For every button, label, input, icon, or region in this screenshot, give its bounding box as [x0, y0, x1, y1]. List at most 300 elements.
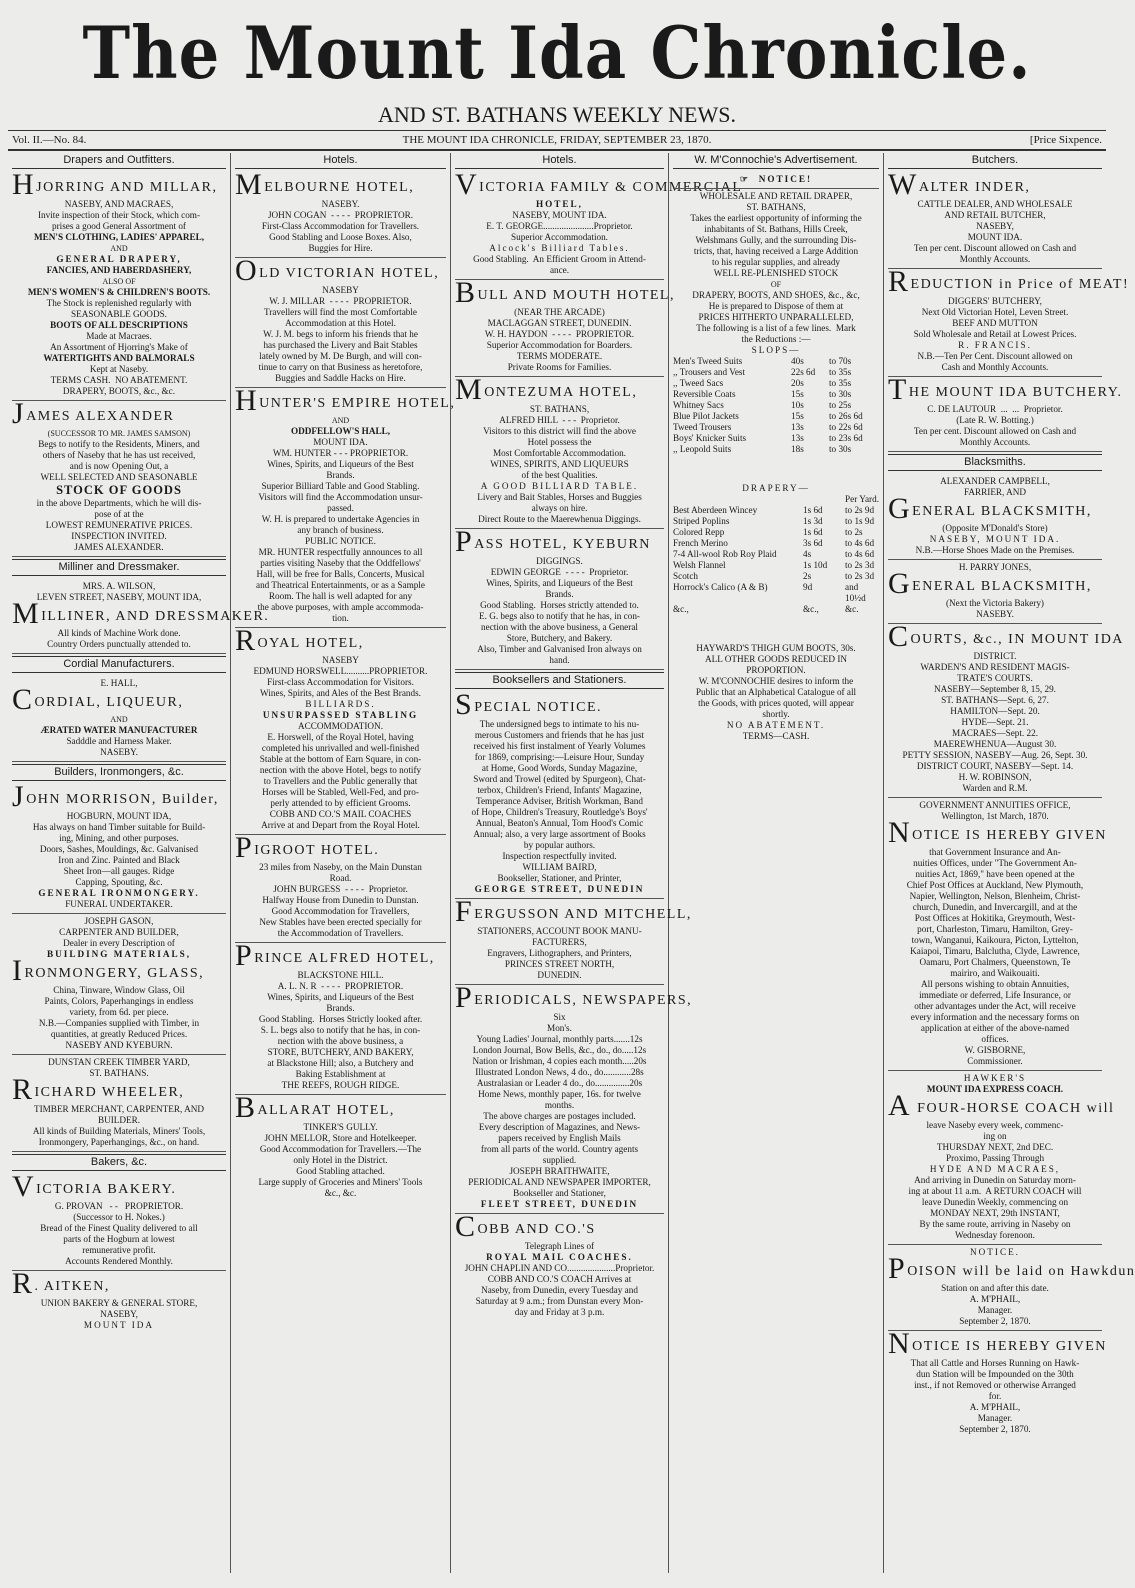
advertisement	[455, 276, 675, 377]
ad-text-line: papers received by English Mails	[498, 1133, 621, 1143]
ad-text-line: NASEBY.	[321, 199, 360, 209]
price-item-name: Welsh Flannel	[673, 560, 726, 570]
ad-text-line: Annual; also, a very large assortment of Books	[473, 829, 646, 839]
ad-text-line: BILLIARDS.	[305, 699, 376, 709]
ad-text-line: Ironmongery, Paperhangings, &c., on hand.	[38, 1137, 200, 1147]
ad-title-text: ULL AND MOUTH HOTEL,	[477, 288, 675, 303]
ad-text-line: NASEBY, MOUNT IDA.	[512, 210, 607, 220]
advertisement	[455, 981, 693, 1214]
ad-title	[455, 373, 664, 406]
ad-text-line: others of Naseby that he has ust received,	[42, 450, 196, 460]
ad-text-line: Good Stabling attached.	[296, 1166, 385, 1176]
ad-title-initial: H	[235, 384, 259, 417]
ad-title	[235, 168, 446, 201]
ad-text-line: (Late R. W. Botting.)	[956, 415, 1034, 425]
ad-text-line: OF	[770, 280, 782, 289]
ad-title-text: ICHARD WHEELER,	[34, 1085, 185, 1100]
ad-text-line: other advantages under the Act, will receive	[914, 1001, 1076, 1011]
ad-title-initial: M	[455, 373, 484, 406]
ad-text-line: Monthly Accounts.	[959, 254, 1031, 264]
ad-title	[888, 1327, 1107, 1360]
ad-text-line: Direct Route to the Maerewhenua Diggings.	[478, 514, 641, 524]
ad-text-line: FACTURERS,	[532, 937, 587, 947]
ad-title	[12, 780, 226, 813]
ad-text-line: nuities Act, 1869," have been opened at the	[915, 869, 1075, 879]
ad-text-line: MOUNT IDA.	[967, 232, 1023, 242]
section-heading: Bakers, &c.	[12, 1154, 226, 1171]
ad-text-line: Saturday at 9 a.m.; from Dunstan every Mon-	[475, 1296, 644, 1306]
ad-text-line: inst., if not Removed or otherwise Arranged	[914, 1380, 1076, 1390]
ad-text-line: TERMS—CASH.	[742, 731, 810, 741]
ad-text-line: quantities, at greatly Reduced Prices.	[50, 1029, 188, 1039]
ad-text-line: UNION BAKERY & GENERAL STORE,	[40, 1298, 198, 1308]
ad-text-line: Accommodation at this Hotel.	[285, 318, 396, 328]
ad-text-line: and is now Opening Out, a	[69, 461, 169, 471]
ad-text-line: MRS. A. WILSON,	[82, 581, 156, 591]
ad-text-line: FUNERAL UNDERTAKER.	[65, 899, 173, 909]
ad-text-line: HAWKER'S	[963, 1073, 1027, 1083]
ad-text-line: New Stables have been erected specially for	[259, 917, 422, 927]
section-heading: Builders, Ironmongers, &c.	[12, 764, 226, 781]
ad-text-line: Ten per cent. Discount allowed on Cash and	[913, 243, 1077, 253]
ad-text-line: leave Naseby every week, commenc-	[926, 1120, 1064, 1130]
ad-title-initial: A	[888, 1089, 912, 1122]
ad-text-line: MACLAGGAN STREET, DUNEDIN.	[487, 318, 632, 328]
price-from: 18s	[791, 444, 804, 454]
ad-text-line: Visitors will find the Accommodation unsur-	[258, 492, 423, 502]
ad-text-line: Oamaru, Port Chalmers, Queenstown, Te	[919, 957, 1071, 967]
ad-text-line: NO ABATEMENT.	[726, 720, 826, 730]
ad-text-line: Wines, Spirits, and Liqueurs of the Best	[267, 459, 414, 469]
price-to: to 2s 3d	[845, 571, 875, 581]
ad-text-line: Country Orders punctually attended to.	[47, 639, 191, 649]
price-from: 15s	[791, 389, 804, 399]
ad-text-line: Good Accommodation for Travellers.—The	[259, 1144, 422, 1154]
ad-text-line: China, Tinware, Window Glass, Oil	[53, 985, 185, 995]
ad-title	[235, 939, 446, 972]
ad-text-line: immediate or deferred, Life Insurance, or	[919, 990, 1071, 1000]
ad-title-text: ENERAL BLACKSMITH,	[912, 504, 1092, 519]
ad-text-line: Baking Establishment at	[295, 1069, 386, 1079]
ad-text-line: nection with the above business, a	[277, 1036, 404, 1046]
ad-title-text: PECIAL NOTICE.	[474, 700, 602, 715]
ad-text-line: HYDE—Sept. 21.	[961, 717, 1029, 727]
ad-title	[455, 688, 664, 721]
ad-text-line: Good Accommodation for Travellers,	[271, 906, 410, 916]
ad-title-text: OURTS, &c., IN MOUNT IDA	[910, 632, 1124, 647]
column-1	[8, 153, 270, 1573]
advertisement	[235, 384, 456, 628]
ad-title	[888, 265, 1130, 298]
ad-text-line: G. PROVAN - - PROPRIETOR.	[54, 1201, 184, 1211]
ad-text-line: Large supply of Groceries and Miners' Tools	[258, 1177, 423, 1187]
ad-text-line: tricts, that, having received a Large Addition	[693, 246, 859, 256]
ad-text-line: by popular authors.	[523, 840, 596, 850]
ad-text-line: ALEXANDER CAMPBELL,	[940, 476, 1050, 486]
ad-text-line: TERMS CASH. NO ABATEMENT.	[50, 375, 188, 385]
ad-title-initial: C	[888, 620, 910, 653]
ad-text-line: CATTLE DEALER, AND WHOLESALE	[917, 199, 1073, 209]
ad-text-line: A. M'PHAIL,	[969, 1294, 1021, 1304]
ad-text-line: Wines, Spirits, and Ales of the Best Brands.	[260, 688, 421, 698]
ad-title	[888, 373, 1123, 406]
advertisement	[888, 168, 1102, 269]
ad-text-line: Store, Butchery, and Bakery.	[506, 633, 613, 643]
ad-text-line: Hall, will be free for Balls, Concerts, Musical	[256, 569, 425, 579]
ad-text-line: STORE, BUTCHERY, AND BAKERY,	[267, 1047, 414, 1057]
price-item-name: Men's Tweed Suits	[673, 356, 743, 366]
price-from: 40s	[791, 356, 804, 366]
ad-text-line: Monthly Accounts.	[959, 437, 1031, 447]
ad-text-line: Horses will be Stabled, Well-Fed, and pro-	[262, 787, 419, 797]
ad-text-line: N.B.—Horse Shoes Made on the Premises.	[915, 545, 1075, 555]
ad-title-initial: R	[12, 1073, 34, 1106]
ad-text-line: terbox, Children's Friend, Infants' Magazine,	[477, 785, 642, 795]
advertisement	[12, 579, 270, 654]
ad-text-line: Home News, monthly paper, 16s. for twelve	[478, 1089, 641, 1099]
ad-text-line: Telegraph Lines of	[524, 1241, 595, 1251]
advertisement	[12, 168, 226, 401]
advertisement	[12, 1267, 226, 1334]
ad-text-line: A GOOD BILLIARD TABLE.	[480, 481, 639, 491]
ad-title	[455, 525, 664, 558]
ad-text-line: ance.	[549, 265, 570, 275]
advertisement	[888, 1327, 1107, 1438]
section-heading: Hotels.	[235, 153, 446, 169]
price-from: 1s 10d	[803, 560, 828, 570]
ad-text-line: MOUNT IDA.	[313, 437, 368, 447]
ad-text-line: All kinds of Building Materials, Miners' Tools,	[32, 1126, 206, 1136]
ad-title	[455, 981, 693, 1014]
ad-text-line: Private Rooms for Families.	[507, 362, 612, 372]
ad-text-line: Visitors to this district will find the above	[483, 426, 636, 436]
ad-title-text: LD VICTORIAN HOTEL,	[259, 266, 440, 281]
ad-text-line: JOHN CHAPLIN AND CO.....................Proprietor.	[464, 1263, 655, 1273]
ad-text-line: ST. BATHANS,	[529, 404, 590, 414]
ad-text-line: Hotel possess the	[527, 437, 592, 447]
advertisement	[235, 624, 446, 835]
ad-text-line: Bookseller, Stationer, and Printer,	[497, 873, 622, 883]
ad-title-text: OHN MORRISON, Builder,	[26, 792, 219, 807]
ad-text-line: Buggies for Hire.	[308, 243, 373, 253]
ad-text-line: Arrive at and Depart from the Royal Hotel.	[261, 820, 420, 830]
ad-text-line: MAEREWHENUA—August 30.	[933, 739, 1057, 749]
price-from: 10s	[791, 400, 804, 410]
ad-title-initial: V	[455, 168, 479, 201]
ad-text-line: Capping, Spouting, &c.	[75, 877, 163, 887]
date-line-text: THE MOUNT IDA CHRONICLE, FRIDAY, SEPTEMBER 23, 1870.	[402, 134, 712, 146]
ad-text-line: Invite inspection of their Stock, which com-	[37, 210, 201, 220]
ad-text-line: N.B.—Ten Per Cent. Discount allowed on	[917, 351, 1073, 361]
ad-text-line: ALSO OF	[102, 277, 136, 286]
ad-text-line: has purchased the Livery and Bait Stables	[263, 340, 418, 350]
ad-text-line: THURSDAY NEXT, 2nd DEC.	[936, 1142, 1054, 1152]
ad-text-line: Sword and Trowel (edited by Spurgeon), Chat-	[473, 774, 646, 784]
section-heading: Milliner and Dressmaker.	[12, 559, 226, 576]
ad-text-line: ing, Mining, and other purposes.	[59, 833, 179, 843]
price-row	[673, 400, 879, 411]
ad-text-line: ST. BATHANS.	[89, 1068, 149, 1078]
ad-text-line: Wines, Spirits, and Liqueurs of the Best	[267, 992, 414, 1002]
ad-title-initial: P	[235, 831, 254, 864]
ad-text-line: Superior Accommodation for Boarders.	[486, 340, 633, 350]
ad-text-line: ST. BATHANS—Sept. 6, 27.	[941, 695, 1049, 705]
ad-text-line: The undersigned begs to intimate to his nu-	[479, 719, 640, 729]
ad-text-line: day and Friday at 3 p.m.	[514, 1307, 605, 1317]
ad-text-line: A. M'PHAIL,	[969, 1402, 1021, 1412]
ad-title-text: OTICE IS HEREBY GIVEN	[912, 828, 1107, 843]
ad-text-line: The above charges are postages included.	[483, 1111, 636, 1121]
ad-text-line: Napier, Wellington, Nelson, Blenheim, Christ-	[909, 891, 1081, 901]
ad-text-line: tinue to carry on that Business as heretofore,	[258, 362, 423, 372]
ad-title-text: UNTER'S EMPIRE HOTEL,	[259, 396, 456, 411]
ad-text-line: Six	[553, 1012, 566, 1022]
advertisement	[455, 373, 664, 529]
ad-text-line: W. M'CONNOCHIE desires to inform the	[698, 676, 854, 686]
ad-text-line: Naseby, from Dunedin, every Tuesday and	[481, 1285, 638, 1295]
ad-text-line: Brands.	[326, 470, 355, 480]
ad-text-line: HAYWARD'S THIGH GUM BOOTS, 30s.	[696, 643, 856, 653]
ad-title	[235, 254, 446, 287]
price-to: to 70s	[829, 356, 852, 366]
ad-text-line: LOWEST REMUNERATIVE PRICES.	[45, 520, 193, 530]
ad-text-line: H. PARRY JONES,	[958, 562, 1032, 572]
ad-title	[12, 168, 226, 201]
ad-text-line: ROYAL MAIL COACHES.	[486, 1252, 633, 1262]
advertisement	[888, 1245, 1135, 1331]
ad-text-line: from all parts of the world. Country agents	[480, 1144, 639, 1154]
ad-text-line: to Travellers and the Public generally that	[263, 776, 418, 786]
price-item-name: Scotch	[673, 571, 699, 581]
masthead-subtitle: AND ST. BATHANS WEEKLY NEWS.	[378, 102, 736, 127]
ad-text-line: Warden and R.M.	[962, 783, 1028, 793]
ad-text-line: WELL SELECTED AND SEASONABLE	[40, 472, 198, 482]
price-to: to 1s 9d	[845, 516, 875, 526]
ad-text-line: town, Wanganui, Kaikoura, Picton, Lyttelton,	[911, 935, 1079, 945]
ad-text-line: N.B.—Companies supplied with Timber, in	[38, 1018, 200, 1028]
ad-title-text: RONMONGERY, GLASS,	[24, 966, 205, 981]
ad-text-line: BEEF AND MUTTON	[952, 318, 1038, 328]
advertisement	[888, 620, 1124, 798]
ad-title-text: ENERAL BLACKSMITH,	[912, 579, 1092, 594]
ad-text-line: Annual, Beaton's Annual, Tom Hood's Comic	[475, 818, 644, 828]
price-to: to 25s	[829, 400, 852, 410]
price-row	[673, 433, 879, 444]
ad-title-text: OISON will be laid on Hawkdun	[907, 1264, 1135, 1279]
price-to: to 30s	[829, 389, 852, 399]
ad-text-line: Welshmans Gully, and the surrounding Dis-	[695, 235, 857, 245]
ad-text-line: Every description of Magazines, and News-	[478, 1122, 641, 1132]
ad-text-line: S. L. begs also to notify that he has, in con-	[260, 1025, 421, 1035]
ad-text-line: completed his unrivalled and well-finished	[261, 743, 420, 753]
ad-text-line: Also, Timber and Galvanised Iron always on	[477, 644, 642, 654]
advertisement	[12, 676, 226, 762]
ad-title-initial: B	[455, 276, 477, 309]
ad-text-line: JOHN COGAN - - - - PROPRIETOR.	[267, 210, 414, 220]
ad-text-line: any branch of business.	[297, 525, 384, 535]
drapery-heading: DRAPERY—	[742, 483, 810, 493]
ad-title	[455, 895, 692, 928]
ad-text-line: variety, from 6d. per piece.	[69, 1007, 169, 1017]
ad-text-line: All persons wishing to obtain Annuities,	[920, 979, 1070, 989]
ad-title-initial: B	[235, 1091, 257, 1124]
price-row	[673, 367, 879, 378]
ad-text-line: to his regular supplies, and already	[711, 257, 841, 267]
price-to: to 23s 6d	[829, 433, 863, 443]
ad-text-line: Good Stabling. Horses strictly attended to.	[480, 600, 639, 610]
column-2	[231, 153, 456, 1573]
price-to: to 2s	[845, 527, 863, 537]
ad-text-line: Iron and Zinc. Painted and Black	[58, 855, 180, 865]
ad-text-line: prises a good General Assortment of	[52, 221, 186, 231]
section-heading: W. M'Connochie's Advertisement.	[673, 153, 879, 169]
ad-text-line: W. H. is prepared to undertake Agencies in	[261, 514, 420, 524]
ad-text-line: BUILDING MATERIALS,	[46, 949, 191, 959]
ad-text-line: C. DE LAUTOUR ... ... Proprietor.	[927, 404, 1063, 414]
ad-text-line: Good Stabling. An Efficient Groom in Attend-	[473, 254, 646, 264]
ad-text-line: HOGBURN, MOUNT IDA,	[66, 811, 172, 821]
ad-title-initial: N	[888, 1327, 912, 1360]
price-item-name: Tweed Trousers	[673, 422, 732, 432]
advertisement	[12, 780, 226, 914]
price-from: 13s	[791, 422, 804, 432]
ad-text-line: PRICES HITHERTO UNPARALLELED,	[698, 312, 854, 322]
ad-text-line: of Hope, Children's Treasury, Routledge's Boys'	[471, 807, 648, 817]
ad-text-line: JOHN BURGESS - - - - Proprietor.	[273, 884, 408, 894]
price-row	[673, 604, 879, 615]
ad-text-line: JAMES ALEXANDER.	[74, 542, 164, 552]
ad-text-line: And arriving in Dunedin on Saturday morn-	[914, 1175, 1076, 1185]
ad-text-line: MEN'S CLOTHING, LADIES' APPAREL,	[33, 232, 205, 242]
ad-text-line: the Reductions :—	[741, 334, 811, 344]
ad-text-line: shortly.	[762, 709, 790, 719]
ad-text-line: pose of at the	[94, 509, 144, 519]
column-4	[669, 153, 884, 1573]
ad-title-text: ILLINER, AND DRESSMAKER.	[41, 609, 270, 624]
ad-text-line: STOCK OF GOODS	[56, 483, 182, 497]
advertisement	[888, 560, 1102, 624]
ad-text-line: Buggies and Saddle Hacks on Hire.	[275, 373, 406, 383]
ad-text-line: WM. HUNTER - - - PROPRIETOR.	[272, 448, 409, 458]
ad-text-line: GENERAL DRAPERY,	[56, 254, 182, 264]
ad-text-line: Alcock's Billiard Tables.	[489, 243, 630, 253]
ad-text-line: Nation or Irishman, 4 copies each month.....20s	[472, 1056, 647, 1066]
ad-title-text: OBB AND CO.'S	[477, 1222, 596, 1237]
advertisement	[673, 189, 879, 745]
price-item-name: Blue Pilot Jackets	[673, 411, 739, 421]
ad-text-line: Manager.	[977, 1305, 1013, 1315]
ad-text-line: NASEBY,	[100, 1309, 138, 1319]
ad-title-initial: P	[888, 1252, 907, 1285]
price-from: 22s 6d	[791, 367, 816, 377]
ad-title	[888, 168, 1102, 201]
price-item-name: Striped Poplins	[673, 516, 730, 526]
ad-text-line: passed.	[327, 503, 354, 513]
ad-title	[235, 831, 446, 864]
price-row	[673, 549, 879, 560]
price-item-name: ,, Tweed Sacs	[673, 378, 724, 388]
ad-text-line: Most Comfortable Accommodation.	[493, 448, 626, 458]
ad-title-text: RINCE ALFRED HOTEL,	[254, 951, 435, 966]
ad-text-line: W. J. MILLAR - - - - PROPRIETOR.	[269, 296, 412, 306]
price-item-name: ,, Trousers and Vest	[673, 367, 746, 377]
ad-text-line: DIGGINGS.	[536, 556, 583, 566]
ad-text-line: remunerative profit.	[82, 1245, 156, 1255]
ad-text-line: always on hire.	[531, 503, 588, 513]
ad-text-line: months.	[544, 1100, 575, 1110]
ad-title-initial: J	[12, 397, 26, 430]
ad-title-text: ERIODICALS, NEWSPAPERS,	[474, 993, 693, 1008]
ad-title-initial: P	[235, 939, 254, 972]
ad-text-line: PETTY SESSION, NASEBY—Aug. 26, Sept. 30.	[902, 750, 1088, 760]
ad-text-line: Road.	[329, 873, 352, 883]
ad-text-line: and Theatrical Entertainments, or as a Sample	[256, 580, 425, 590]
ad-text-line: NASEBY AND KYEBURN.	[65, 1040, 173, 1050]
ad-title-initial: V	[12, 1170, 36, 1203]
ad-text-line: A. L. N. R - - - - PROPRIETOR.	[277, 981, 404, 991]
ad-text-line: THE REEFS, ROUGH RIDGE.	[281, 1080, 400, 1090]
ad-title-initial: I	[12, 954, 24, 987]
ad-text-line: First-class Accommodation for Visitors.	[267, 677, 414, 687]
ad-title	[235, 1091, 446, 1124]
ad-text-line: DUNEDIN.	[537, 970, 582, 980]
ad-text-line: Proximo, Passing Through	[945, 1153, 1045, 1163]
ad-text-line: NASEBY	[322, 655, 359, 665]
ad-text-line: JOHN MELLOR, Store and Hotelkeeper.	[264, 1133, 417, 1143]
ad-title-text: EDUCTION in Price of MEAT!	[910, 277, 1130, 292]
ad-title-initial: J	[12, 780, 26, 813]
ad-text-line: Brands.	[326, 1003, 355, 1013]
advertisement	[888, 265, 1130, 377]
ad-text-line: WELL RE-PLENISHED STOCK	[713, 268, 839, 278]
ad-title-text: JORRING AND MILLAR,	[36, 180, 218, 195]
price-row	[673, 444, 879, 455]
ad-title-initial: R	[12, 1267, 34, 1300]
ad-text-line: PROPORTION.	[746, 665, 806, 675]
ad-text-line: WATERTIGHTS AND BALMORALS	[43, 353, 195, 363]
ad-text-line: Room. The hall is well adapted for any	[268, 591, 413, 601]
advertisement	[235, 168, 446, 258]
ad-text-line: NASEBY, MOUNT IDA.	[929, 534, 1061, 544]
price-from: 15s	[791, 411, 804, 421]
ad-text-line: of the best Qualities.	[521, 470, 598, 480]
ad-title-initial: G	[888, 567, 912, 600]
ad-text-line: NASEBY—September 8, 15, 29.	[934, 684, 1056, 694]
ad-text-line: Good Stabling. Horses Strictly looked after.	[258, 1014, 423, 1024]
ad-text-line: nection with the above business, a General	[481, 622, 638, 632]
ad-text-line: E. G. begs also to notify that he has, in con-	[478, 611, 640, 621]
price-item-name: Reversible Coats	[673, 389, 736, 399]
ad-text-line: parts of the Hogburn at lowest	[63, 1234, 175, 1244]
ad-text-line: Australasian or Leader 4 do., do...............20s	[476, 1078, 643, 1088]
ad-text-line: in the above Departments, which he will dis-	[36, 498, 202, 508]
price-from: 13s	[791, 433, 804, 443]
ad-text-line: Public that an Alphabetical Catalogue of all	[695, 687, 857, 697]
ad-title-initial: P	[455, 981, 474, 1014]
ad-text-line: only Hotel in the District.	[293, 1155, 388, 1165]
price-row	[673, 356, 879, 367]
price-item-name: Best Aberdeen Wincey	[673, 505, 758, 515]
ad-title-text: ALTER INDER,	[918, 180, 1031, 195]
ad-text-line: MOUNT IDA	[83, 1320, 155, 1330]
ad-text-line: Sadddle and Harness Maker.	[66, 736, 172, 746]
ad-text-line: Good Stabling and Loose Boxes. Also,	[269, 232, 412, 242]
ad-title-text: ALLARAT HOTEL,	[257, 1103, 395, 1118]
ad-text-line: DUNSTAN CREEK TIMBER YARD,	[48, 1057, 190, 1067]
ad-text-line: the Goods, with prices quoted, will appear	[698, 698, 854, 708]
ad-text-line: Young Ladies' Journal, monthly parts.......12s	[476, 1034, 643, 1044]
ad-text-line: CARPENTER AND BUILDER,	[59, 927, 179, 937]
